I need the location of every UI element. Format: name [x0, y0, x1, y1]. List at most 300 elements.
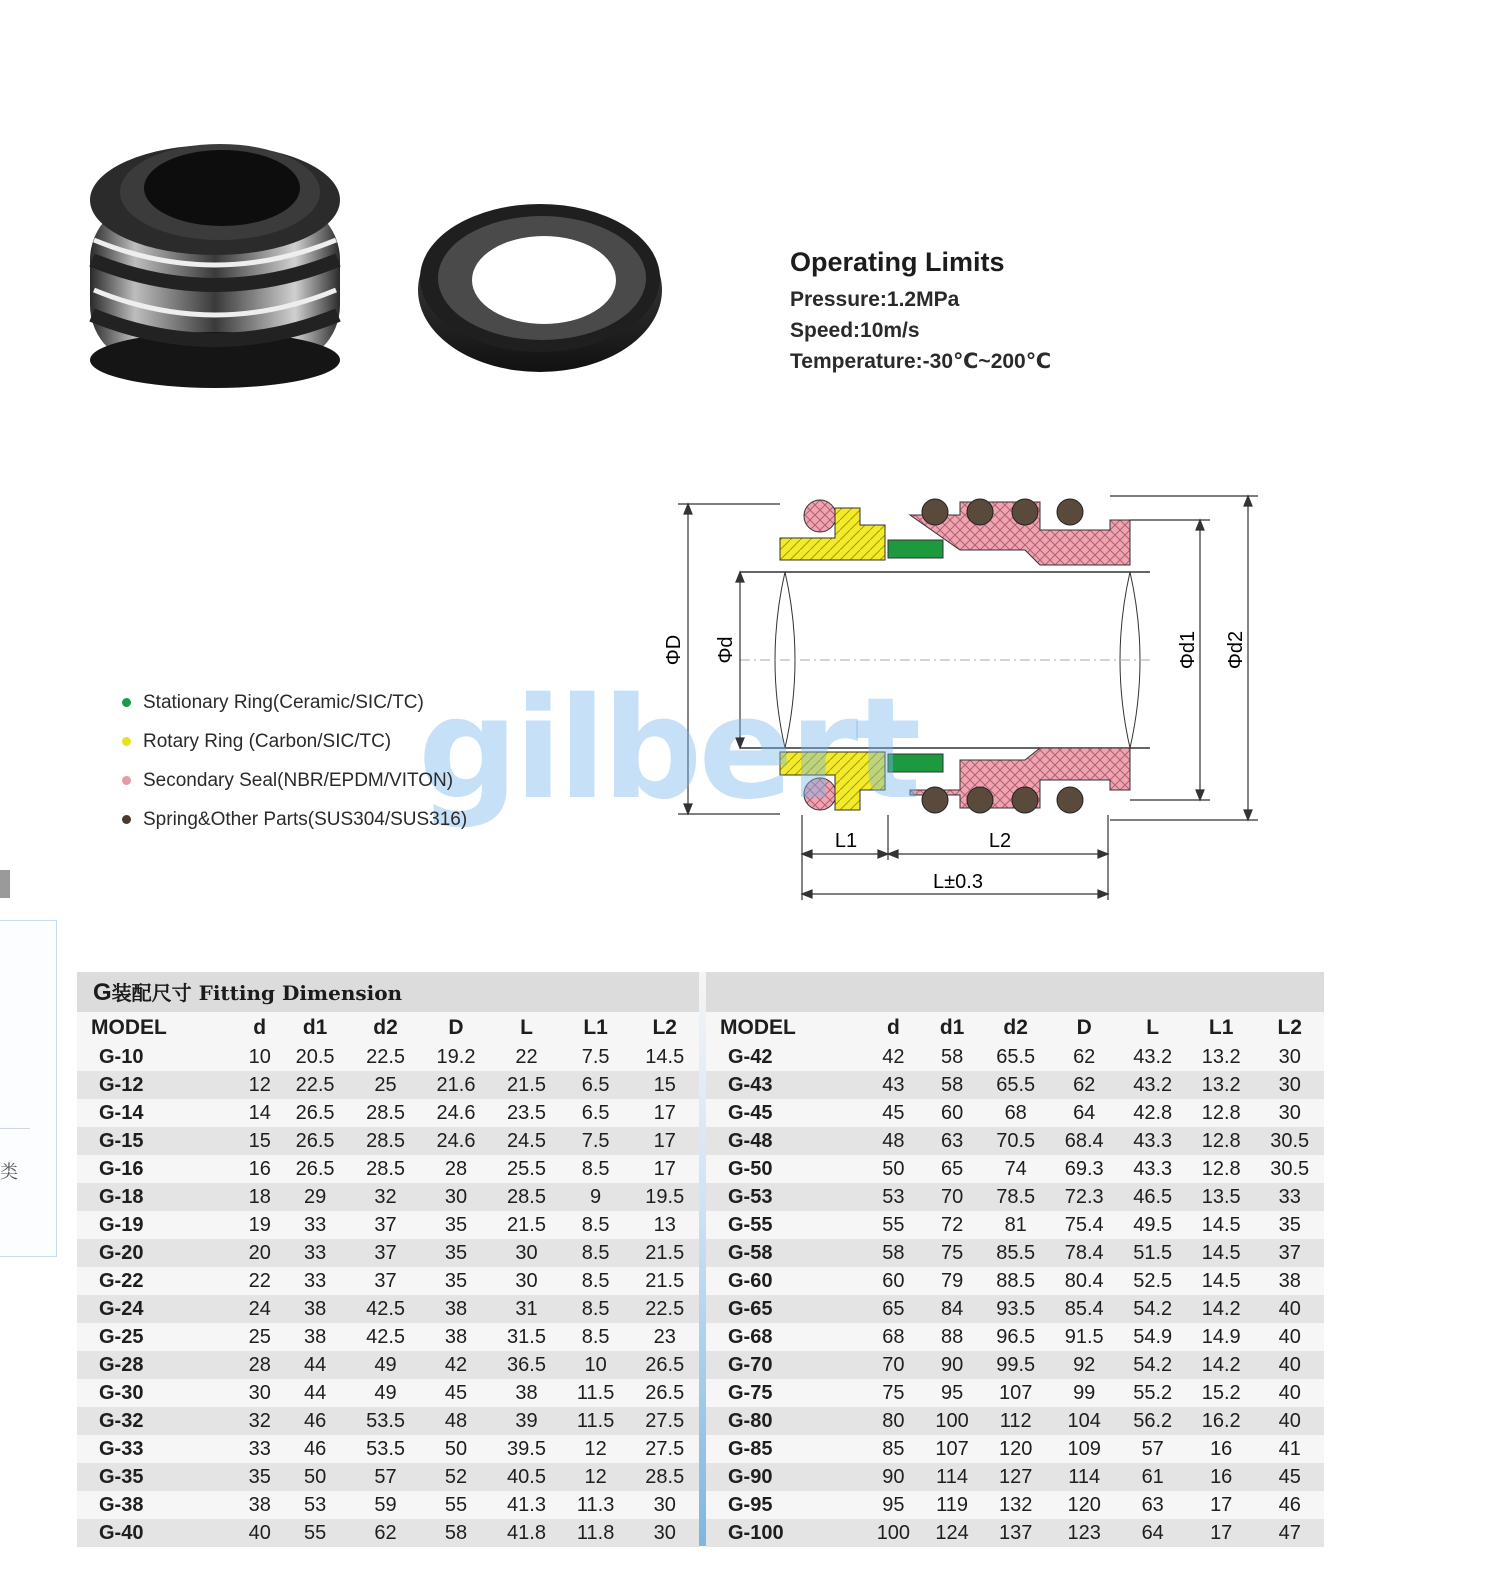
- model-cell: G-24: [77, 1295, 240, 1323]
- model-cell: G-68: [706, 1323, 864, 1351]
- value-cell: 90: [864, 1463, 923, 1491]
- model-cell: G-19: [77, 1211, 240, 1239]
- value-cell: 60: [923, 1099, 982, 1127]
- edge-text: 类: [0, 1162, 18, 1182]
- value-cell: 48: [864, 1127, 923, 1155]
- value-cell: 58: [864, 1239, 923, 1267]
- value-cell: 15: [630, 1071, 701, 1099]
- dimension-table: [706, 1012, 1324, 1547]
- value-cell: 65: [923, 1155, 982, 1183]
- value-cell: 57: [1118, 1435, 1187, 1463]
- model-cell: G-38: [77, 1491, 240, 1519]
- value-cell: 50: [280, 1463, 350, 1491]
- column-header-l1: L1: [1187, 1012, 1256, 1043]
- table-row: [77, 1267, 700, 1295]
- table-row: [706, 1519, 1324, 1547]
- model-cell: G-32: [77, 1407, 240, 1435]
- dim-label-d2: Φd2: [1225, 630, 1247, 670]
- value-cell: 45: [1255, 1463, 1324, 1491]
- value-cell: 54.2: [1118, 1295, 1187, 1323]
- value-cell: 21.6: [421, 1071, 491, 1099]
- value-cell: 22.5: [280, 1071, 350, 1099]
- value-cell: 31: [491, 1295, 561, 1323]
- value-cell: 8.5: [562, 1211, 630, 1239]
- model-cell: G-100: [706, 1519, 864, 1547]
- table-row: [706, 1491, 1324, 1519]
- value-cell: 104: [1050, 1407, 1119, 1435]
- value-cell: 69.3: [1050, 1155, 1119, 1183]
- column-header-l2: L2: [1255, 1012, 1324, 1043]
- caption-text: 装配尺寸 Fitting Dimension: [111, 981, 403, 1005]
- value-cell: 99.5: [981, 1351, 1050, 1379]
- value-cell: 17: [1187, 1491, 1256, 1519]
- value-cell: 100: [864, 1519, 923, 1547]
- value-cell: 55: [864, 1211, 923, 1239]
- value-cell: 11.3: [562, 1491, 630, 1519]
- value-cell: 62: [1050, 1071, 1119, 1099]
- value-cell: 107: [981, 1379, 1050, 1407]
- value-cell: 33: [280, 1239, 350, 1267]
- value-cell: 46: [280, 1435, 350, 1463]
- model-cell: G-35: [77, 1463, 240, 1491]
- value-cell: 63: [923, 1127, 982, 1155]
- value-cell: 93.5: [981, 1295, 1050, 1323]
- value-cell: 21.5: [630, 1267, 701, 1295]
- table-divider: [699, 972, 706, 1546]
- value-cell: 85.4: [1050, 1295, 1119, 1323]
- value-cell: 119: [923, 1491, 982, 1519]
- value-cell: 100: [923, 1407, 982, 1435]
- value-cell: 33: [280, 1211, 350, 1239]
- value-cell: 38: [280, 1323, 350, 1351]
- model-cell: G-40: [77, 1519, 240, 1547]
- value-cell: 23.5: [491, 1099, 561, 1127]
- table-row: [706, 1351, 1324, 1379]
- legend-item: [122, 722, 467, 761]
- table-caption: [77, 972, 700, 1012]
- table-header-row: [77, 1012, 700, 1043]
- table-row: [706, 1239, 1324, 1267]
- value-cell: 14.2: [1187, 1351, 1256, 1379]
- value-cell: 91.5: [1050, 1323, 1119, 1351]
- column-header-d1: d1: [280, 1012, 350, 1043]
- value-cell: 26.5: [630, 1379, 701, 1407]
- model-cell: G-55: [706, 1211, 864, 1239]
- value-cell: 75.4: [1050, 1211, 1119, 1239]
- value-cell: 65: [864, 1295, 923, 1323]
- value-cell: 54.9: [1118, 1323, 1187, 1351]
- table-row: [706, 1267, 1324, 1295]
- value-cell: 20: [240, 1239, 280, 1267]
- value-cell: 17: [630, 1155, 701, 1183]
- value-cell: 56.2: [1118, 1407, 1187, 1435]
- value-cell: 43: [864, 1071, 923, 1099]
- fitting-dimension-table-left: [77, 972, 700, 1547]
- value-cell: 54.2: [1118, 1351, 1187, 1379]
- column-header-d: d: [864, 1012, 923, 1043]
- value-cell: 42.8: [1118, 1099, 1187, 1127]
- value-cell: 14.5: [1187, 1211, 1256, 1239]
- value-cell: 68: [864, 1323, 923, 1351]
- value-cell: 28.5: [491, 1183, 561, 1211]
- value-cell: 88: [923, 1323, 982, 1351]
- value-cell: 8.5: [562, 1155, 630, 1183]
- model-cell: G-43: [706, 1071, 864, 1099]
- model-cell: G-22: [77, 1267, 240, 1295]
- model-cell: G-16: [77, 1155, 240, 1183]
- value-cell: 65.5: [981, 1071, 1050, 1099]
- value-cell: 30: [1255, 1071, 1324, 1099]
- value-cell: 19: [240, 1211, 280, 1239]
- value-cell: 84: [923, 1295, 982, 1323]
- value-cell: 21.5: [491, 1071, 561, 1099]
- value-cell: 8.5: [562, 1323, 630, 1351]
- model-cell: G-28: [77, 1351, 240, 1379]
- value-cell: 45: [421, 1379, 491, 1407]
- table-row: [706, 1183, 1324, 1211]
- value-cell: 46.5: [1118, 1183, 1187, 1211]
- value-cell: 107: [923, 1435, 982, 1463]
- value-cell: 19.2: [421, 1043, 491, 1071]
- value-cell: 40: [1255, 1407, 1324, 1435]
- value-cell: 38: [491, 1379, 561, 1407]
- value-cell: 28: [421, 1155, 491, 1183]
- value-cell: 30: [491, 1239, 561, 1267]
- value-cell: 33: [240, 1435, 280, 1463]
- value-cell: 39: [491, 1407, 561, 1435]
- legend-dot-icon: [122, 698, 131, 707]
- value-cell: 40: [1255, 1351, 1324, 1379]
- value-cell: 6.5: [562, 1071, 630, 1099]
- value-cell: 14.5: [630, 1043, 701, 1071]
- model-cell: G-60: [706, 1267, 864, 1295]
- value-cell: 85.5: [981, 1239, 1050, 1267]
- value-cell: 55: [280, 1519, 350, 1547]
- legend-item: [122, 683, 467, 722]
- value-cell: 114: [1050, 1463, 1119, 1491]
- value-cell: 33: [280, 1267, 350, 1295]
- table-row: [706, 1043, 1324, 1071]
- value-cell: 44: [280, 1351, 350, 1379]
- value-cell: 65.5: [981, 1043, 1050, 1071]
- table-row: [77, 1239, 700, 1267]
- column-header-d2: d2: [350, 1012, 420, 1043]
- table-caption-blank: [706, 972, 1324, 1012]
- value-cell: 25.5: [491, 1155, 561, 1183]
- value-cell: 17: [630, 1099, 701, 1127]
- value-cell: 40.5: [491, 1463, 561, 1491]
- value-cell: 53.5: [350, 1435, 420, 1463]
- value-cell: 95: [923, 1379, 982, 1407]
- value-cell: 24.6: [421, 1127, 491, 1155]
- value-cell: 80: [864, 1407, 923, 1435]
- value-cell: 28.5: [350, 1155, 420, 1183]
- value-cell: 14.9: [1187, 1323, 1256, 1351]
- seat-ring-image: [418, 204, 662, 372]
- value-cell: 32: [350, 1183, 420, 1211]
- table-row: [77, 1099, 700, 1127]
- value-cell: 15.2: [1187, 1379, 1256, 1407]
- value-cell: 49: [350, 1351, 420, 1379]
- value-cell: 114: [923, 1463, 982, 1491]
- column-header-l1: L1: [562, 1012, 630, 1043]
- value-cell: 25: [240, 1323, 280, 1351]
- table-row: [706, 1211, 1324, 1239]
- dim-label-L: L±0.3: [933, 871, 983, 893]
- value-cell: 70: [864, 1351, 923, 1379]
- value-cell: 24: [240, 1295, 280, 1323]
- value-cell: 28.5: [630, 1463, 701, 1491]
- value-cell: 58: [421, 1519, 491, 1547]
- value-cell: 40: [240, 1519, 280, 1547]
- dimension-table: [77, 1012, 700, 1547]
- model-cell: G-75: [706, 1379, 864, 1407]
- value-cell: 75: [864, 1379, 923, 1407]
- table-row: [77, 1491, 700, 1519]
- value-cell: 74: [981, 1155, 1050, 1183]
- value-cell: 16: [1187, 1435, 1256, 1463]
- model-cell: G-58: [706, 1239, 864, 1267]
- table-row: [77, 1295, 700, 1323]
- value-cell: 58: [923, 1071, 982, 1099]
- value-cell: 72: [923, 1211, 982, 1239]
- value-cell: 79: [923, 1267, 982, 1295]
- table-row: [77, 1519, 700, 1547]
- dim-label-L2: L2: [988, 830, 1012, 852]
- model-cell: G-95: [706, 1491, 864, 1519]
- legend-dot-icon: [122, 737, 131, 746]
- value-cell: 42.5: [350, 1295, 420, 1323]
- legend-dot-icon: [122, 815, 131, 824]
- value-cell: 30: [1255, 1043, 1324, 1071]
- legend-label: Spring&Other Parts(SUS304/SUS316): [143, 808, 468, 830]
- table-row: [77, 1407, 700, 1435]
- value-cell: 53: [280, 1491, 350, 1519]
- value-cell: 137: [981, 1519, 1050, 1547]
- table-header-row: [706, 1012, 1324, 1043]
- legend-item: [122, 800, 467, 839]
- value-cell: 22: [491, 1043, 561, 1071]
- model-cell: G-14: [77, 1099, 240, 1127]
- fitting-dimension-table-right: [706, 972, 1324, 1547]
- dim-label-D: ΦD: [663, 634, 685, 666]
- value-cell: 40: [1255, 1323, 1324, 1351]
- value-cell: 12: [562, 1435, 630, 1463]
- table-row: [77, 1351, 700, 1379]
- value-cell: 35: [421, 1211, 491, 1239]
- value-cell: 42: [421, 1351, 491, 1379]
- column-header-l2: L2: [630, 1012, 701, 1043]
- value-cell: 26.5: [630, 1351, 701, 1379]
- column-header-d: D: [421, 1012, 491, 1043]
- value-cell: 35: [421, 1267, 491, 1295]
- value-cell: 26.5: [280, 1099, 350, 1127]
- value-cell: 62: [350, 1519, 420, 1547]
- value-cell: 12.8: [1187, 1099, 1256, 1127]
- table-row: [706, 1099, 1324, 1127]
- value-cell: 49: [350, 1379, 420, 1407]
- table-row: [77, 1435, 700, 1463]
- model-cell: G-18: [77, 1183, 240, 1211]
- value-cell: 30.5: [1255, 1155, 1324, 1183]
- value-cell: 52: [421, 1463, 491, 1491]
- value-cell: 38: [280, 1295, 350, 1323]
- value-cell: 46: [280, 1407, 350, 1435]
- model-cell: G-10: [77, 1043, 240, 1071]
- value-cell: 38: [240, 1491, 280, 1519]
- value-cell: 29: [280, 1183, 350, 1211]
- model-cell: G-53: [706, 1183, 864, 1211]
- value-cell: 17: [1187, 1519, 1256, 1547]
- value-cell: 28: [240, 1351, 280, 1379]
- column-header-d: D: [1050, 1012, 1119, 1043]
- value-cell: 6.5: [562, 1099, 630, 1127]
- value-cell: 14.5: [1187, 1239, 1256, 1267]
- model-cell: G-65: [706, 1295, 864, 1323]
- value-cell: 13.2: [1187, 1071, 1256, 1099]
- value-cell: 8.5: [562, 1267, 630, 1295]
- value-cell: 13.2: [1187, 1043, 1256, 1071]
- value-cell: 81: [981, 1211, 1050, 1239]
- table-row: [706, 1071, 1324, 1099]
- column-header-model: MODEL: [77, 1012, 240, 1043]
- value-cell: 85: [864, 1435, 923, 1463]
- value-cell: 64: [1118, 1519, 1187, 1547]
- table-row: [706, 1379, 1324, 1407]
- value-cell: 31.5: [491, 1323, 561, 1351]
- value-cell: 78.5: [981, 1183, 1050, 1211]
- dim-label-L1: L1: [834, 830, 858, 852]
- value-cell: 24.5: [491, 1127, 561, 1155]
- value-cell: 45: [864, 1099, 923, 1127]
- column-header-model: MODEL: [706, 1012, 864, 1043]
- value-cell: 55: [421, 1491, 491, 1519]
- value-cell: 41.8: [491, 1519, 561, 1547]
- value-cell: 13: [630, 1211, 701, 1239]
- value-cell: 13.5: [1187, 1183, 1256, 1211]
- edge-tab: [0, 870, 10, 898]
- value-cell: 22.5: [630, 1295, 701, 1323]
- model-cell: G-30: [77, 1379, 240, 1407]
- seal-assembly-image: [90, 144, 340, 388]
- value-cell: 21.5: [630, 1239, 701, 1267]
- value-cell: 25: [350, 1071, 420, 1099]
- value-cell: 40: [1255, 1295, 1324, 1323]
- pressure-limit: Pressure:1.2MPa: [790, 288, 960, 311]
- operating-limits-title: Operating Limits: [790, 247, 1005, 277]
- value-cell: 30: [240, 1379, 280, 1407]
- value-cell: 38: [1255, 1267, 1324, 1295]
- value-cell: 92: [1050, 1351, 1119, 1379]
- value-cell: 52.5: [1118, 1267, 1187, 1295]
- value-cell: 40: [1255, 1379, 1324, 1407]
- value-cell: 50: [864, 1155, 923, 1183]
- value-cell: 30: [421, 1183, 491, 1211]
- caption-series: G: [93, 979, 112, 1006]
- value-cell: 37: [350, 1267, 420, 1295]
- value-cell: 64: [1050, 1099, 1119, 1127]
- legend-label: Stationary Ring(Ceramic/SIC/TC): [143, 691, 424, 713]
- value-cell: 33: [1255, 1183, 1324, 1211]
- value-cell: 55.2: [1118, 1379, 1187, 1407]
- table-row: [77, 1071, 700, 1099]
- value-cell: 30: [630, 1491, 701, 1519]
- value-cell: 15: [240, 1127, 280, 1155]
- value-cell: 12: [240, 1071, 280, 1099]
- table-row: [706, 1295, 1324, 1323]
- value-cell: 11.5: [562, 1379, 630, 1407]
- value-cell: 26.5: [280, 1127, 350, 1155]
- value-cell: 99: [1050, 1379, 1119, 1407]
- value-cell: 28.5: [350, 1127, 420, 1155]
- value-cell: 37: [350, 1239, 420, 1267]
- legend-label: Secondary Seal(NBR/EPDM/VITON): [143, 769, 454, 791]
- value-cell: 24.6: [421, 1099, 491, 1127]
- value-cell: 90: [923, 1351, 982, 1379]
- value-cell: 12.8: [1187, 1155, 1256, 1183]
- model-cell: G-20: [77, 1239, 240, 1267]
- value-cell: 80.4: [1050, 1267, 1119, 1295]
- value-cell: 43.3: [1118, 1127, 1187, 1155]
- column-header-d: d: [240, 1012, 280, 1043]
- column-header-d2: d2: [981, 1012, 1050, 1043]
- value-cell: 123: [1050, 1519, 1119, 1547]
- value-cell: 42: [864, 1043, 923, 1071]
- table-row: [706, 1323, 1324, 1351]
- value-cell: 9: [562, 1183, 630, 1211]
- table-row: [77, 1183, 700, 1211]
- value-cell: 41.3: [491, 1491, 561, 1519]
- value-cell: 112: [981, 1407, 1050, 1435]
- value-cell: 22.5: [350, 1043, 420, 1071]
- value-cell: 70.5: [981, 1127, 1050, 1155]
- value-cell: 51.5: [1118, 1239, 1187, 1267]
- value-cell: 17: [630, 1127, 701, 1155]
- value-cell: 72.3: [1050, 1183, 1119, 1211]
- value-cell: 43.2: [1118, 1071, 1187, 1099]
- table-row: [706, 1435, 1324, 1463]
- value-cell: 16: [240, 1155, 280, 1183]
- value-cell: 35: [240, 1463, 280, 1491]
- edge-panel: [0, 920, 57, 1257]
- value-cell: 124: [923, 1519, 982, 1547]
- value-cell: 53: [864, 1183, 923, 1211]
- watermark: gilbert: [418, 668, 918, 831]
- table-row: [77, 1379, 700, 1407]
- value-cell: 47: [1255, 1519, 1324, 1547]
- value-cell: 88.5: [981, 1267, 1050, 1295]
- value-cell: 120: [1050, 1491, 1119, 1519]
- value-cell: 10: [240, 1043, 280, 1071]
- value-cell: 61: [1118, 1463, 1187, 1491]
- value-cell: 41: [1255, 1435, 1324, 1463]
- value-cell: 16.2: [1187, 1407, 1256, 1435]
- value-cell: 109: [1050, 1435, 1119, 1463]
- value-cell: 14.5: [1187, 1267, 1256, 1295]
- value-cell: 36.5: [491, 1351, 561, 1379]
- value-cell: 127: [981, 1463, 1050, 1491]
- value-cell: 11.5: [562, 1407, 630, 1435]
- model-cell: G-15: [77, 1127, 240, 1155]
- value-cell: 38: [421, 1323, 491, 1351]
- legend-item: [122, 761, 467, 800]
- value-cell: 14: [240, 1099, 280, 1127]
- table-row: [77, 1463, 700, 1491]
- value-cell: 68.4: [1050, 1127, 1119, 1155]
- table-row: [77, 1043, 700, 1071]
- value-cell: 42.5: [350, 1323, 420, 1351]
- product-photo: [80, 120, 680, 400]
